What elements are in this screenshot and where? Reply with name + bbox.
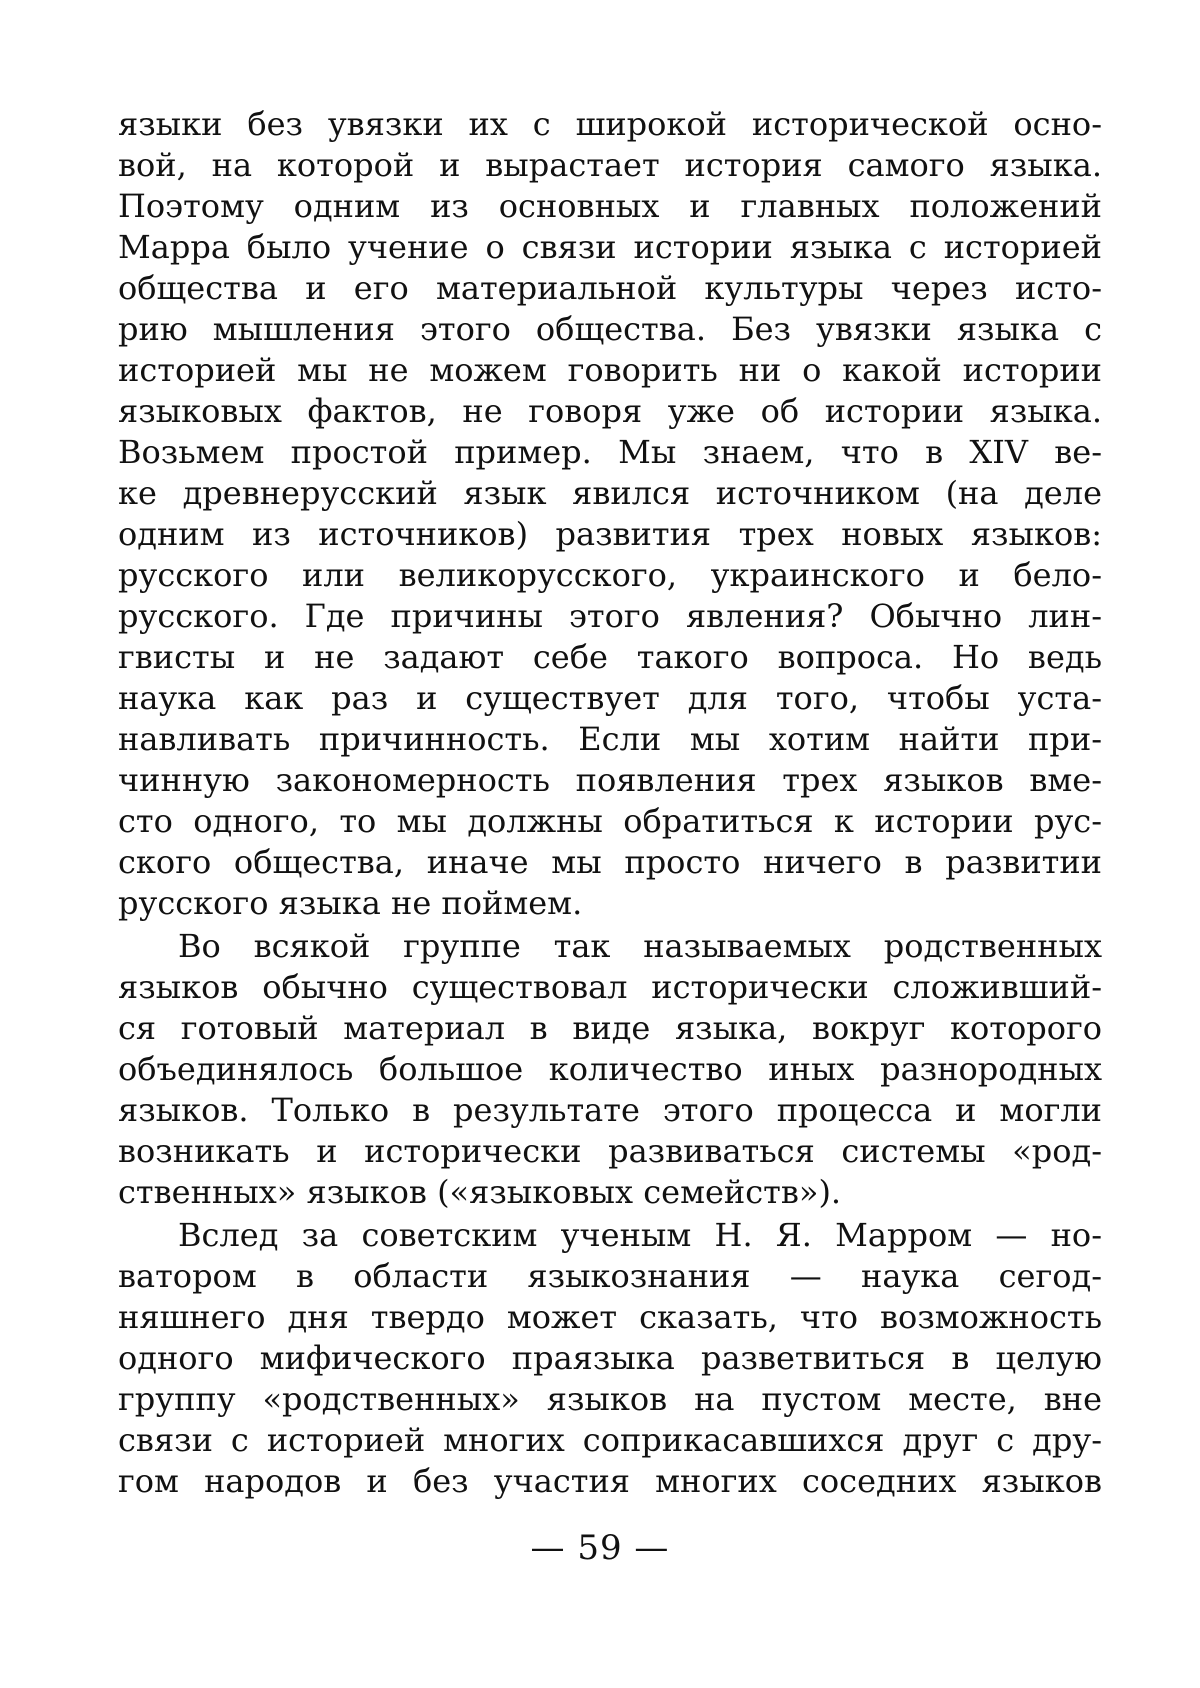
text-line: Поэтому одним из основных и главных положений — [118, 187, 1102, 225]
text-line: Марра было учение о связи истории языка с историей — [118, 228, 1102, 266]
text-line: ственных» языков («языковых семейств»). — [118, 1173, 842, 1211]
text-line: группу «родственных» языков на пустом месте, вне — [118, 1380, 1102, 1418]
text-line: Во всякой группе так называемых родственных — [178, 927, 1102, 965]
paragraph-2 — [118, 926, 1102, 1213]
text-line: возникать и исторически развиваться системы «род- — [118, 1132, 1102, 1170]
text-line: русского. Где причины этого явления? Обычно лин- — [118, 597, 1102, 635]
text-line: сто одного, то мы должны обратиться к истории рус- — [118, 802, 1102, 840]
text-line: вой, на которой и вырастает история самого языка. — [118, 146, 1102, 184]
text-line: Вслед за советским ученым Н. Я. Марром — но- — [178, 1216, 1102, 1254]
text-line: гом народов и без участия многих соседних языков — [118, 1462, 1102, 1500]
paragraph-3 — [118, 1215, 1102, 1502]
text-line: одним из источников) развития трех новых языков: — [118, 515, 1102, 553]
text-line: одного мифического праязыка разветвиться в целую — [118, 1339, 1102, 1377]
text-line: языков обычно существовал исторически сложивший- — [118, 968, 1102, 1006]
text-line: ского общества, иначе мы просто ничего в развитии — [118, 843, 1102, 881]
text-line: ватором в области языкознания — наука сегод- — [118, 1257, 1102, 1295]
text-line: Возьмем простой пример. Мы знаем, что в XIV ве- — [118, 433, 1102, 471]
text-line: связи с историей многих соприкасавшихся друг с дру- — [118, 1421, 1102, 1459]
text-line: общества и его материальной культуры через исто- — [118, 269, 1102, 307]
text-line: языки без увязки их с широкой исторической осно- — [118, 105, 1102, 143]
paragraph-1 — [118, 104, 1102, 924]
text-line: русского языка не поймем. — [118, 884, 583, 922]
text-line: гвисты и не задают себе такого вопроса. Но ведь — [118, 638, 1102, 676]
body-text — [118, 104, 1102, 1502]
text-line: чинную закономерность появления трех языков вме- — [118, 761, 1102, 799]
text-line: няшнего дня твердо может сказать, что возможность — [118, 1298, 1102, 1336]
text-line: языковых фактов, не говоря уже об истории языка. — [118, 392, 1102, 430]
page-number: — 59 — — [530, 1528, 670, 1568]
text-line: наука как раз и существует для того, чтобы уста- — [118, 679, 1102, 717]
text-line: русского или великорусского, украинского и бело- — [118, 556, 1102, 594]
text-line: ся готовый материал в виде языка, вокруг которого — [118, 1009, 1102, 1047]
text-line: объединялось большое количество иных разнородных — [118, 1050, 1102, 1088]
text-line: ке древнерусский язык явился источником (на деле — [118, 474, 1102, 512]
text-line: историей мы не можем говорить ни о какой истории — [118, 351, 1102, 389]
text-line: языков. Только в результате этого процесса и могли — [118, 1091, 1102, 1129]
text-line: рию мышления этого общества. Без увязки языка с — [118, 310, 1102, 348]
text-line: навливать причинность. Если мы хотим найти при- — [118, 720, 1102, 758]
